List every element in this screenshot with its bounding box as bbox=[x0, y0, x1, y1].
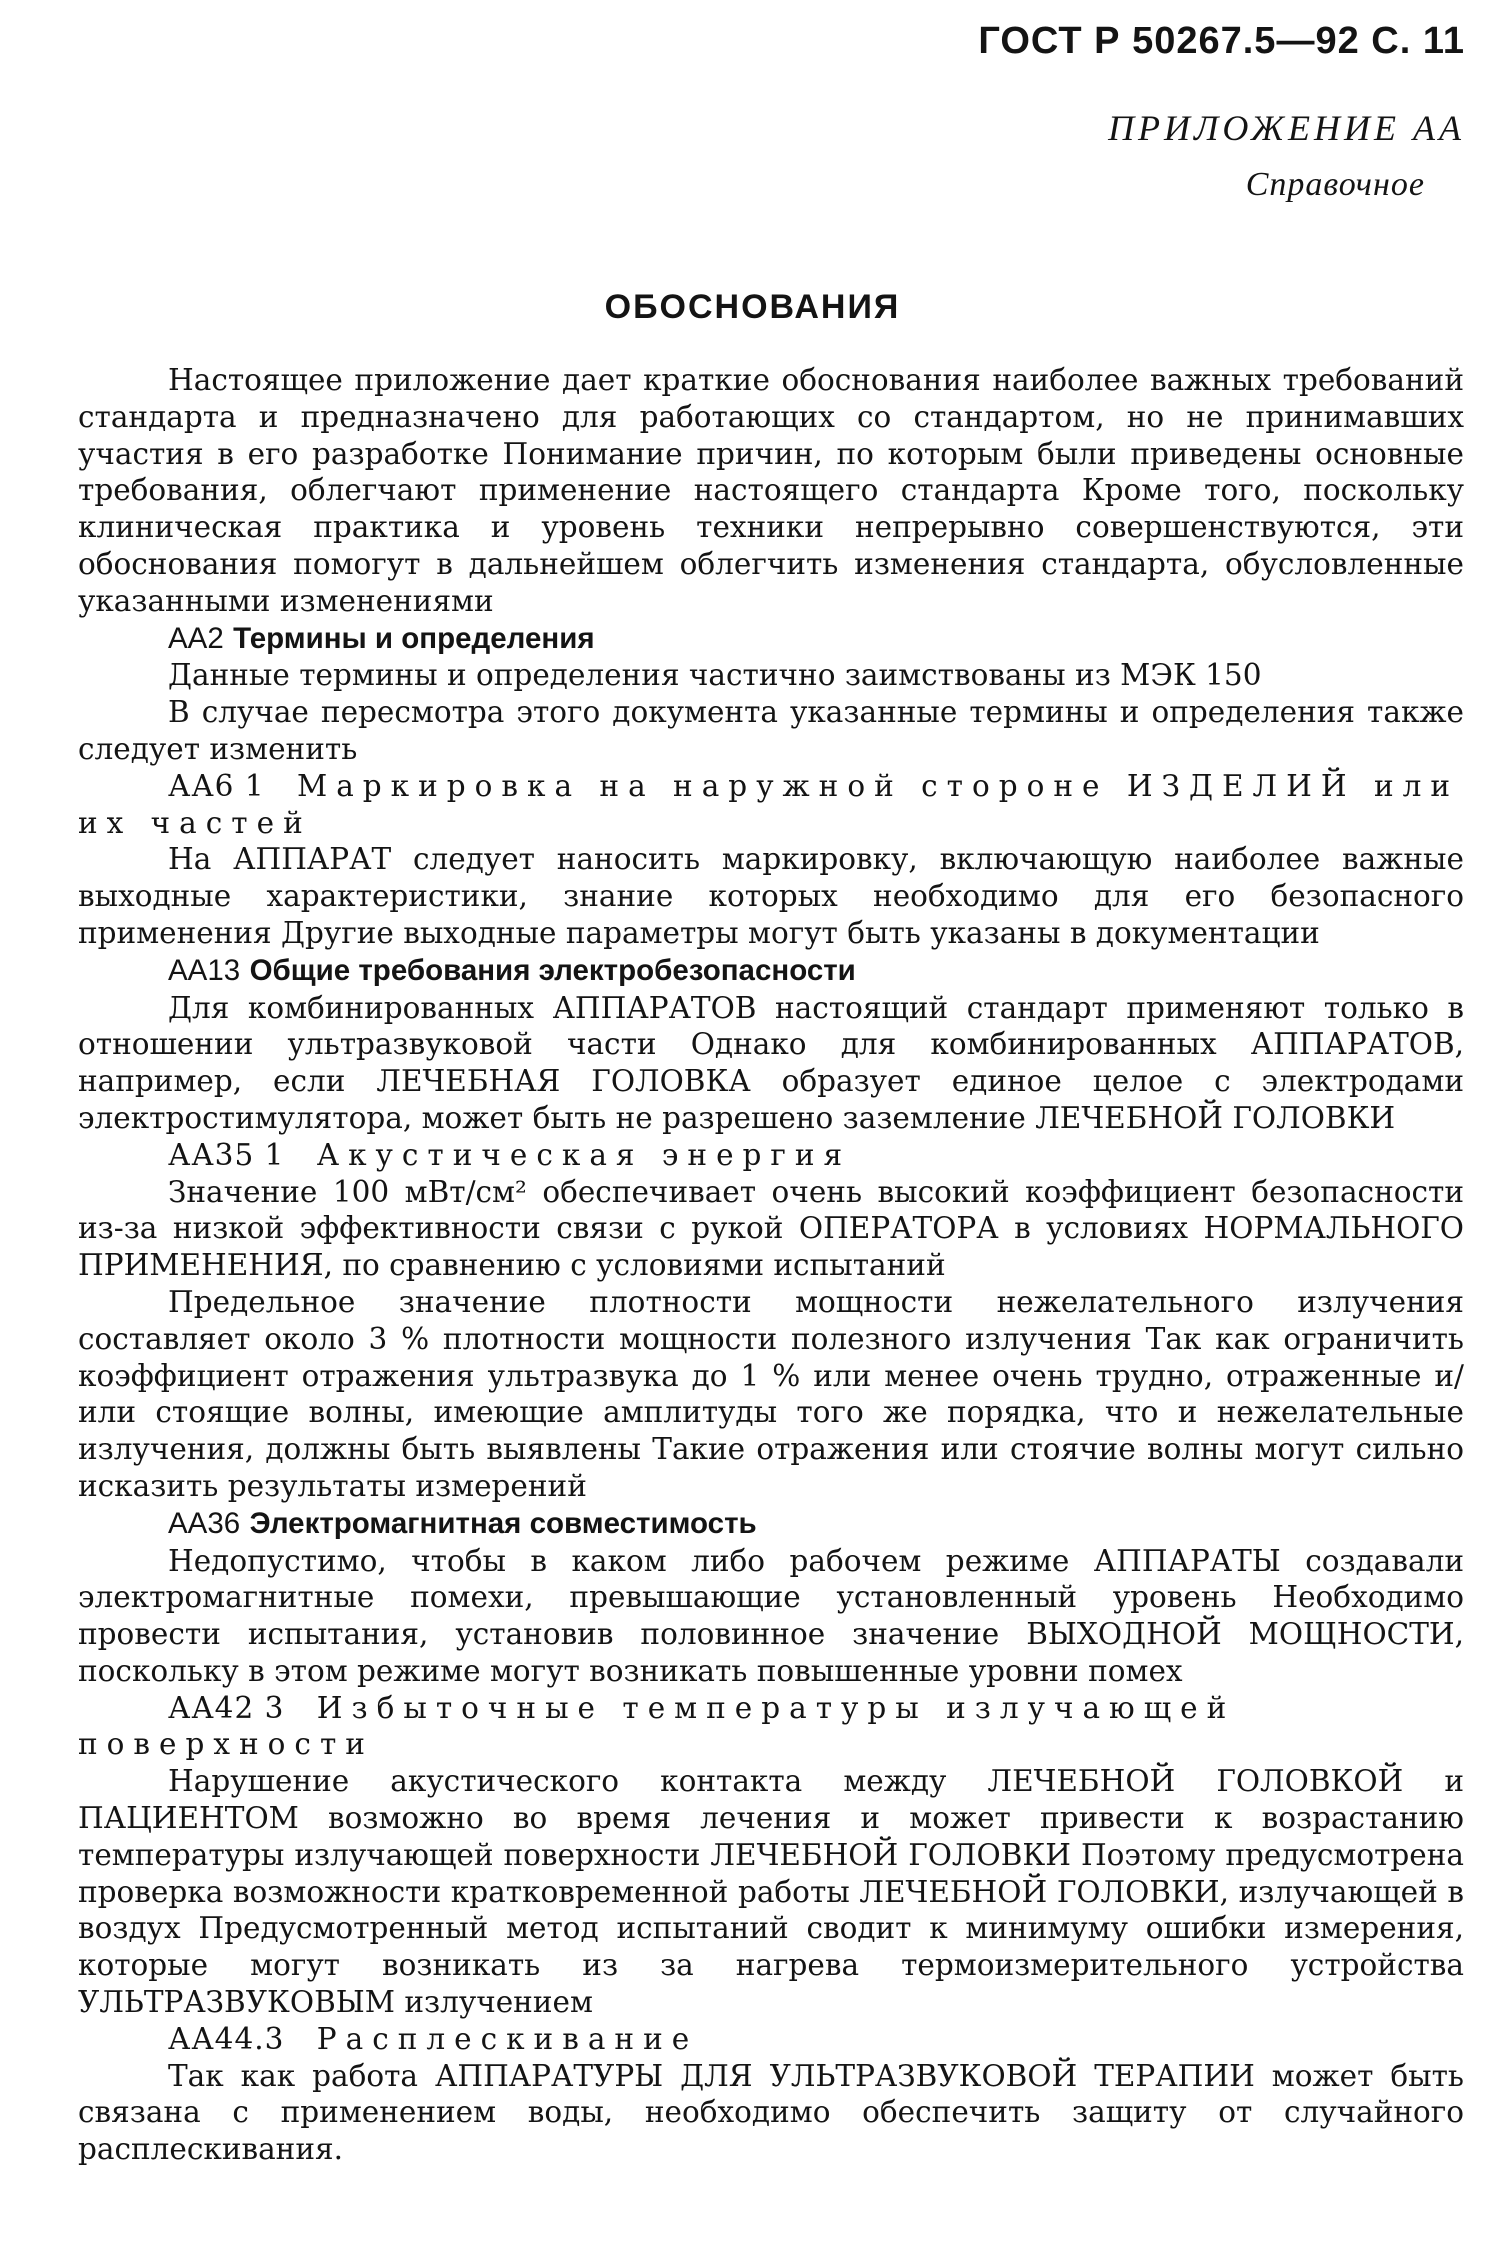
section-title: Расплескивание bbox=[316, 2021, 699, 2056]
section-number: АА44.3 bbox=[168, 2021, 285, 2056]
section-heading-aa2 bbox=[78, 620, 1464, 658]
paragraph: Для комбинированных АППАРАТОВ настоящий стандарт применяют только в отношении ультразвуковой части Однако для комбинированных АППАРАТОВ, например, если ЛЕЧЕБНАЯ ГОЛОВКА образует единое целое с электродами электростимулятора, может быть не разрешено заземление ЛЕЧЕБНОЙ ГОЛОВКИ bbox=[78, 990, 1464, 1135]
section-heading-aa443 bbox=[78, 2021, 1464, 2058]
paragraph: Значение 100 мВт/см² обеспечивает очень высокий коэффициент безопасности из-за низкой эффективности связи с рукой ОПЕРАТОРА в условиях НОРМАЛЬНОГО ПРИМЕНЕНИЯ, по сравнению с условиями испытаний bbox=[78, 1174, 1464, 1283]
section-title: Акустическая энергия bbox=[316, 1137, 852, 1172]
section-heading-aa351 bbox=[78, 1137, 1464, 1174]
section-title: Термины и определения bbox=[233, 621, 595, 655]
paragraph: Нарушение акустического контакта между ЛЕЧЕБНОЙ ГОЛОВКОЙ и ПАЦИЕНТОМ возможно во время лечения и может привести к возрастанию температуры излучающей поверхности ЛЕЧЕБНОЙ ГОЛОВКИ Поэтому предусмотрена проверка возможности кратковременной работы ЛЕЧЕБНОЙ ГОЛОВКИ, излучающей в воздух Предусмотренный метод испытаний сводит к минимуму ошибки измерения, которые могут возникать из за нагрева термоизмерительного устройства УЛЬТРАЗВУКОВЫМ излучением bbox=[78, 1764, 1464, 2020]
section-heading-aa423 bbox=[78, 1690, 1464, 1764]
appendix-title: ПРИЛОЖЕНИЕ АА bbox=[1108, 108, 1465, 148]
section-number: АА13 bbox=[168, 953, 241, 987]
paragraph: На АППАРАТ следует наносить маркировку, включающую наиболее важные выходные характеристики, знание которых необходимо для его безопасного применения Другие выходные параметры могут быть указаны в документации bbox=[78, 842, 1464, 950]
section-number: АА2 bbox=[168, 621, 224, 655]
paragraph: Недопустимо, чтобы в каком либо рабочем режиме АППАРАТЫ создавали электромагнитные помехи, превышающие установленный уровень Необходимо провести испытания, установив половинное значение ВЫХОДНОЙ МОЩНОСТИ, поскольку в этом режиме могут возникать повышенные уровни помех bbox=[78, 1543, 1464, 1688]
section-number: АА6 1 bbox=[168, 768, 265, 803]
document-body bbox=[78, 362, 1464, 2168]
document-title: ОБОСНОВАНИЯ bbox=[604, 288, 901, 326]
section-heading-aa61 bbox=[78, 768, 1464, 842]
section-number: АА35 1 bbox=[168, 1137, 285, 1172]
page-header: ГОСТ Р 50267.5—92 С. 11 bbox=[978, 20, 1465, 62]
section-number: АА42 3 bbox=[168, 1690, 285, 1725]
paragraph: Данные термины и определения частично заимствованы из МЭК 150 bbox=[168, 658, 1262, 693]
section-heading-aa36 bbox=[78, 1505, 1464, 1543]
paragraph: Так как работа АППАРАТУРЫ ДЛЯ УЛЬТРАЗВУКОВОЙ ТЕРАПИИ может быть связана с применением воды, необходимо обеспечить защиту от случайного расплескивания. bbox=[78, 2058, 1464, 2167]
section-title: Общие требования электробезопасности bbox=[249, 953, 856, 987]
appendix-label bbox=[1108, 100, 1465, 212]
section-heading-aa13 bbox=[78, 952, 1464, 990]
section-title: Электромагнитная совместимость bbox=[249, 1506, 757, 1540]
section-number: АА36 bbox=[168, 1506, 241, 1540]
intro-paragraph: Настоящее приложение дает краткие обоснования наиболее важных требований стандарта и предназначено для работающих со стандартом, но не принимавших участия в его разработке Понимание причин, по которым были приведены основные требования, облегчают применение настоящего стандарта Кроме того, поскольку клиническая практика и уровень техники непрерывно совершенствуются, эти обоснования помогут в дальнейшем облегчить изменения стандарта, обусловленные указанными изменениями bbox=[78, 363, 1464, 618]
section-title: Маркировка на наружной стороне ИЗДЕЛИЙ или их частей bbox=[78, 768, 1460, 840]
appendix-subtitle: Справочное bbox=[1245, 165, 1425, 203]
paragraph: В случае пересмотра этого документа указанные термины и определения также следует изменить bbox=[78, 695, 1464, 766]
section-title: Избыточные температуры излучающей поверхности bbox=[78, 1690, 1236, 1762]
paragraph: Предельное значение плотности мощности нежелательного излучения составляет около 3 % плотности мощности полезного излучения Так как ограничить коэффициент отражения ультразвука до 1 % или менее очень трудно, отраженные и/или стоящие волны, имеющие амплитуды того же порядка, что и нежелательные излучения, должны быть выявлены Такие отражения или стоячие волны могут сильно исказить результаты измерений bbox=[78, 1284, 1464, 1503]
